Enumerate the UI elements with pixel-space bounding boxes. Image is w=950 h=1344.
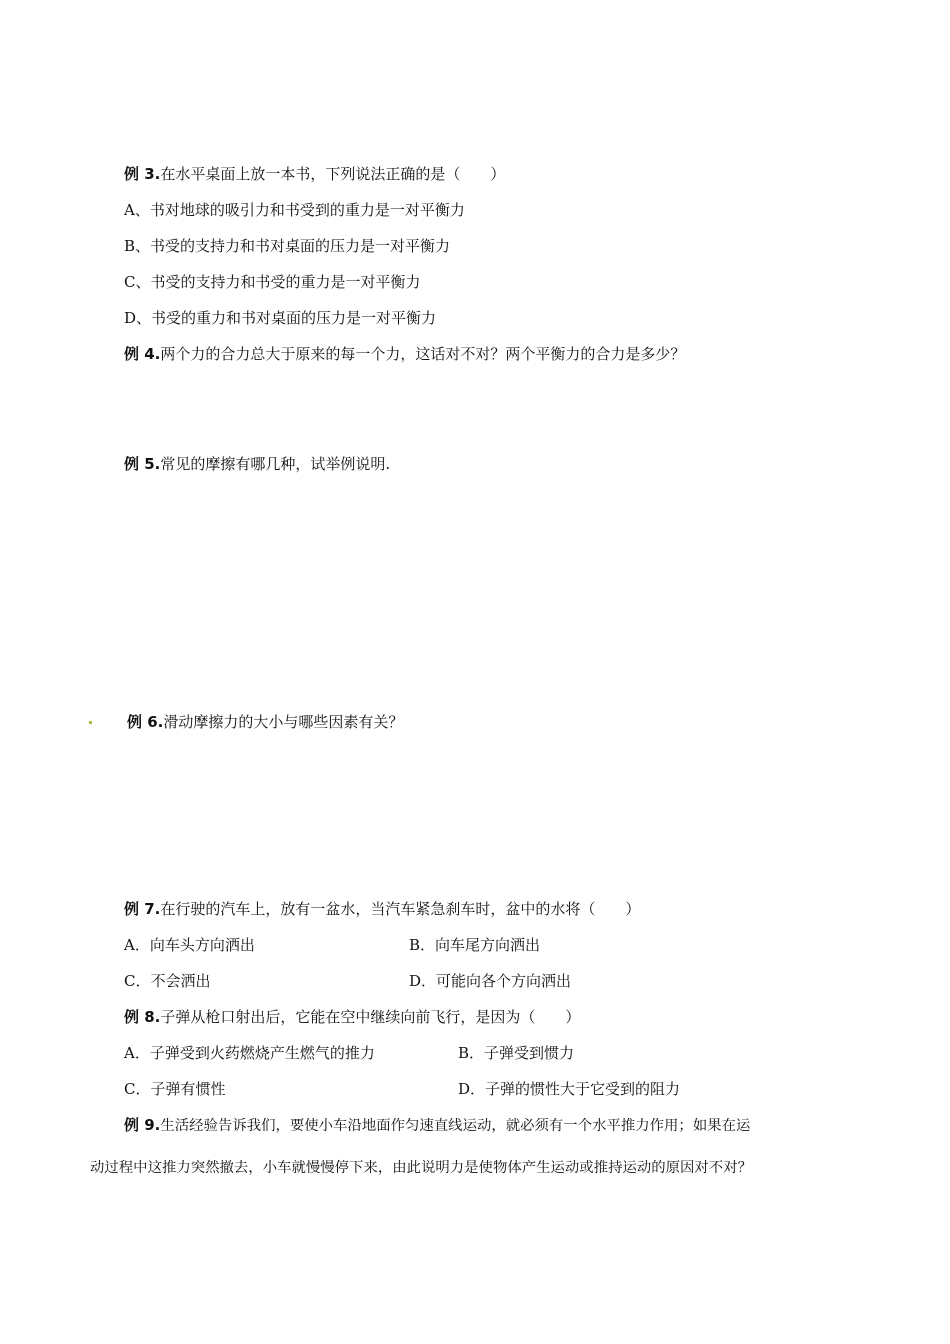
question-5-stem-line: [124, 454, 390, 474]
question-4-stem-line: [124, 344, 685, 364]
question-9-stem-part-1: 生活经验告诉我们，要使小车沿地面作匀速直线运动，就必须有一个水平推力作用；如果在运: [160, 1118, 751, 1134]
question-3-option-a: A、书对地球的吸引力和书受到的重力是一对平衡力: [124, 201, 465, 219]
question-7-option-d: D．可能向各个方向洒出: [409, 972, 572, 990]
question-5-label: 例 5.: [124, 455, 161, 473]
question-3-option-d: D、书受的重力和书对桌面的压力是一对平衡力: [124, 309, 437, 327]
question-8-label: 例 8.: [124, 1008, 161, 1026]
question-7-option-a: A．向车头方向洒出: [124, 936, 255, 954]
question-7-stem: 在行驶的汽车上，放有一盆水，当汽车紧急刹车时，盆中的水将（ ）: [160, 900, 641, 918]
question-9-stem-line-1: [124, 1115, 750, 1136]
question-5-stem: 常见的摩擦有哪几种，试举例说明.: [160, 455, 391, 473]
question-8-option-c: C．子弹有惯性: [124, 1080, 226, 1098]
question-3-stem: 在水平桌面上放一本书，下列说法正确的是（ ）: [160, 165, 506, 183]
question-3-option-c: C、书受的支持力和书受的重力是一对平衡力: [124, 273, 421, 291]
question-3-stem-line: [124, 164, 505, 184]
question-4-stem: 两个力的合力总大于原来的每一个力，这话对不对？两个平衡力的合力是多少？: [160, 345, 686, 363]
question-6-stem-line: [127, 712, 403, 732]
question-8-stem: 子弹从枪口射出后，它能在空中继续向前飞行，是因为（ ）: [160, 1008, 581, 1026]
question-9-label: 例 9.: [124, 1116, 161, 1134]
question-6-label: 例 6.: [127, 713, 164, 731]
question-9-stem-line-2: 动过程中这推力突然撤去，小车就慢慢停下来，由此说明力是使物体产生运动或推持运动的原因对不对？: [90, 1160, 752, 1176]
question-7-option-c: C．不会洒出: [124, 972, 211, 990]
question-8-stem-line: [124, 1007, 580, 1027]
question-6-stem: 滑动摩擦力的大小与哪些因素有关？: [163, 713, 404, 731]
question-7-stem-line: [124, 899, 640, 919]
question-8-option-d: D．子弹的惯性大于它受到的阻力: [458, 1080, 681, 1098]
question-8-option-b: B．子弹受到惯力: [458, 1044, 575, 1062]
question-3-label: 例 3.: [124, 165, 161, 183]
question-4-label: 例 4.: [124, 345, 161, 363]
stray-mark: [89, 721, 92, 724]
question-7-label: 例 7.: [124, 900, 161, 918]
question-3-option-b: B、书受的支持力和书对桌面的压力是一对平衡力: [124, 237, 451, 255]
question-8-option-a: A．子弹受到火药燃烧产生燃气的推力: [124, 1044, 375, 1062]
question-7-option-b: B．向车尾方向洒出: [409, 936, 541, 954]
